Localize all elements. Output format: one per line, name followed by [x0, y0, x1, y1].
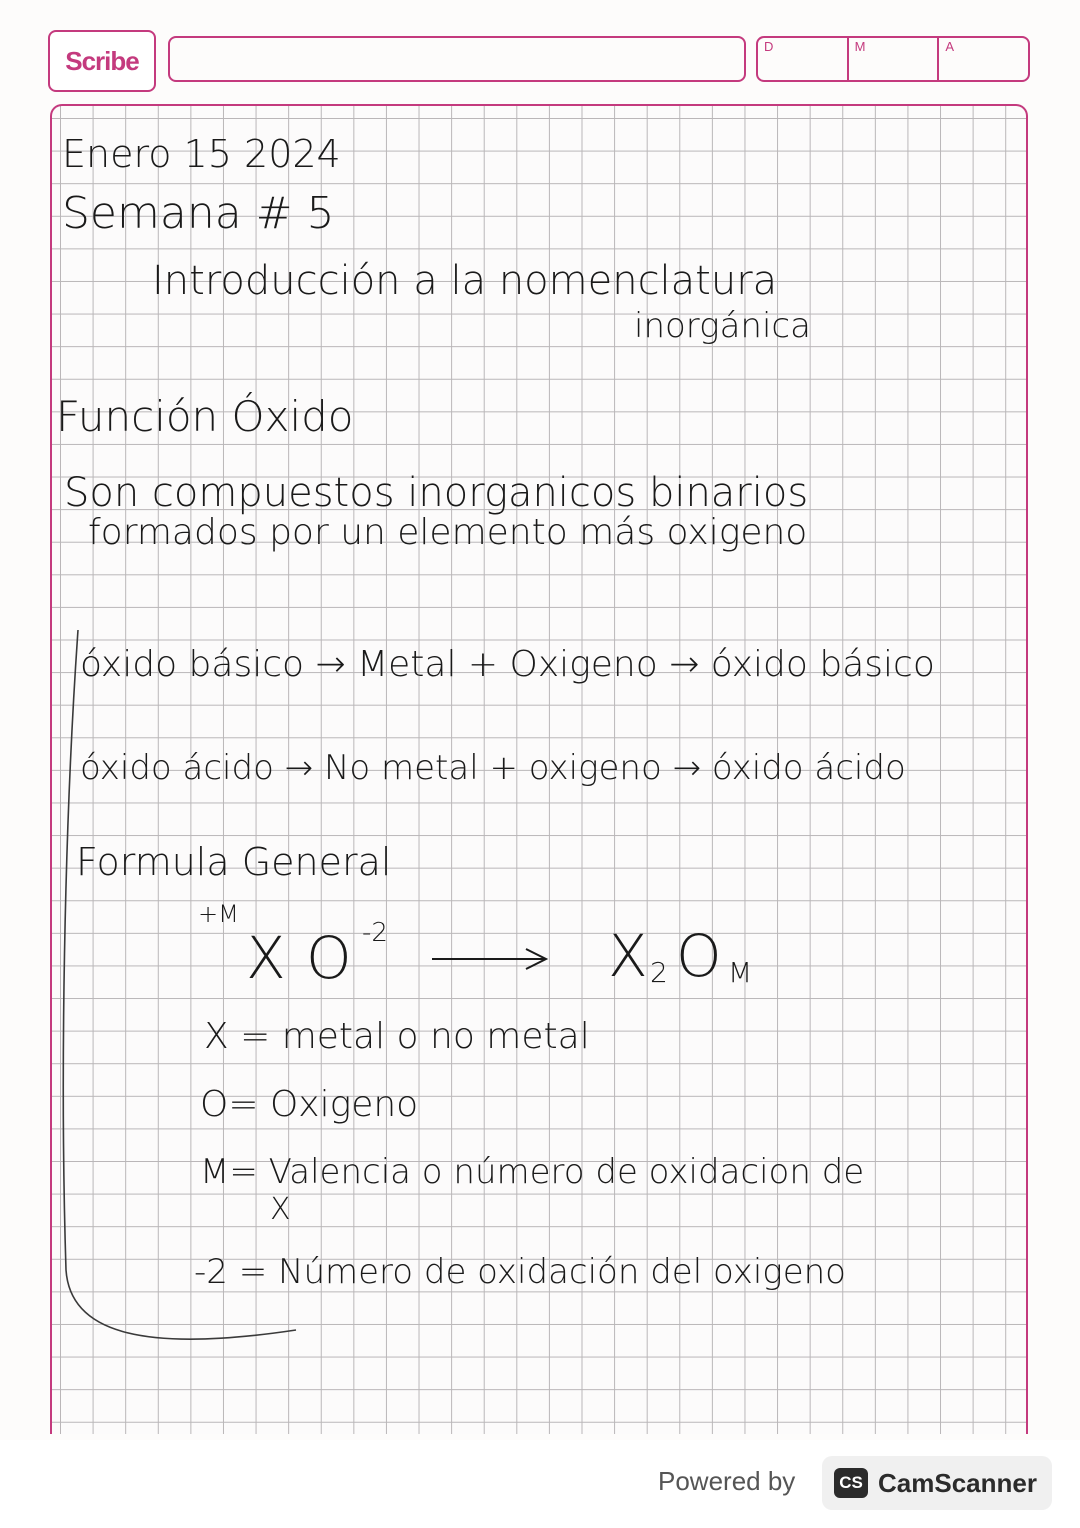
date-cell-year: [939, 38, 1028, 80]
legend-m: M= Valencia o número de oxidacion de: [200, 1152, 865, 1192]
formula-charge-o: -2: [362, 918, 388, 948]
date-cell-month: [849, 38, 940, 80]
legend-oxygen-charge: -2 = Número de oxidación del oxigeno: [194, 1252, 846, 1292]
legend-o: O= Oxigeno: [200, 1084, 419, 1125]
note-section-heading: Función Óxido: [56, 392, 354, 441]
formula-product-sub-2: 2: [650, 956, 668, 989]
reaction-arrow-icon: [430, 946, 550, 972]
note-title-line1: Introducción a la nomenclatura: [152, 258, 778, 304]
scribe-logo: [48, 30, 156, 92]
date-label-month: M: [854, 39, 866, 54]
note-date: Enero 15 2024: [62, 132, 341, 176]
formula-product-sub-m: M: [728, 956, 753, 989]
date-cell-day: [758, 38, 849, 80]
date-label-day: D: [764, 39, 774, 54]
powered-by-text: Powered by: [658, 1466, 796, 1496]
general-formula: [198, 900, 798, 1010]
legend-m-continued: X: [270, 1192, 291, 1227]
note-title-line2: inorgánica: [634, 306, 811, 346]
note-formula-title: Formula General: [76, 840, 392, 884]
scribe-logo-text: Scribe: [65, 45, 139, 76]
note-definition-line2: formados por un elemento más oxigeno: [88, 512, 808, 553]
note-basic-oxide: óxido básico → Metal + Oxigeno → óxido básico: [80, 644, 935, 685]
camscanner-brand: CamScanner: [878, 1467, 1037, 1498]
notebook-title-field: [168, 36, 746, 82]
formula-o: O: [306, 924, 352, 992]
camscanner-badge: [822, 1456, 1052, 1510]
formula-product-x: X: [608, 922, 648, 990]
note-week: Semana # 5: [62, 188, 335, 239]
formula-product-o: O: [676, 922, 722, 990]
note-definition-line1: Son compuestos inorganicos binarios: [64, 470, 809, 516]
date-label-year: A: [945, 39, 955, 54]
note-acid-oxide: óxido ácido → No metal + oxigeno → óxido ácido: [80, 748, 906, 788]
legend-x: X = metal o no metal: [204, 1016, 590, 1057]
camscanner-icon: CS: [834, 1468, 868, 1498]
date-box: [756, 36, 1030, 82]
formula-charge-m: +M: [198, 900, 239, 928]
formula-x: X: [246, 924, 286, 992]
